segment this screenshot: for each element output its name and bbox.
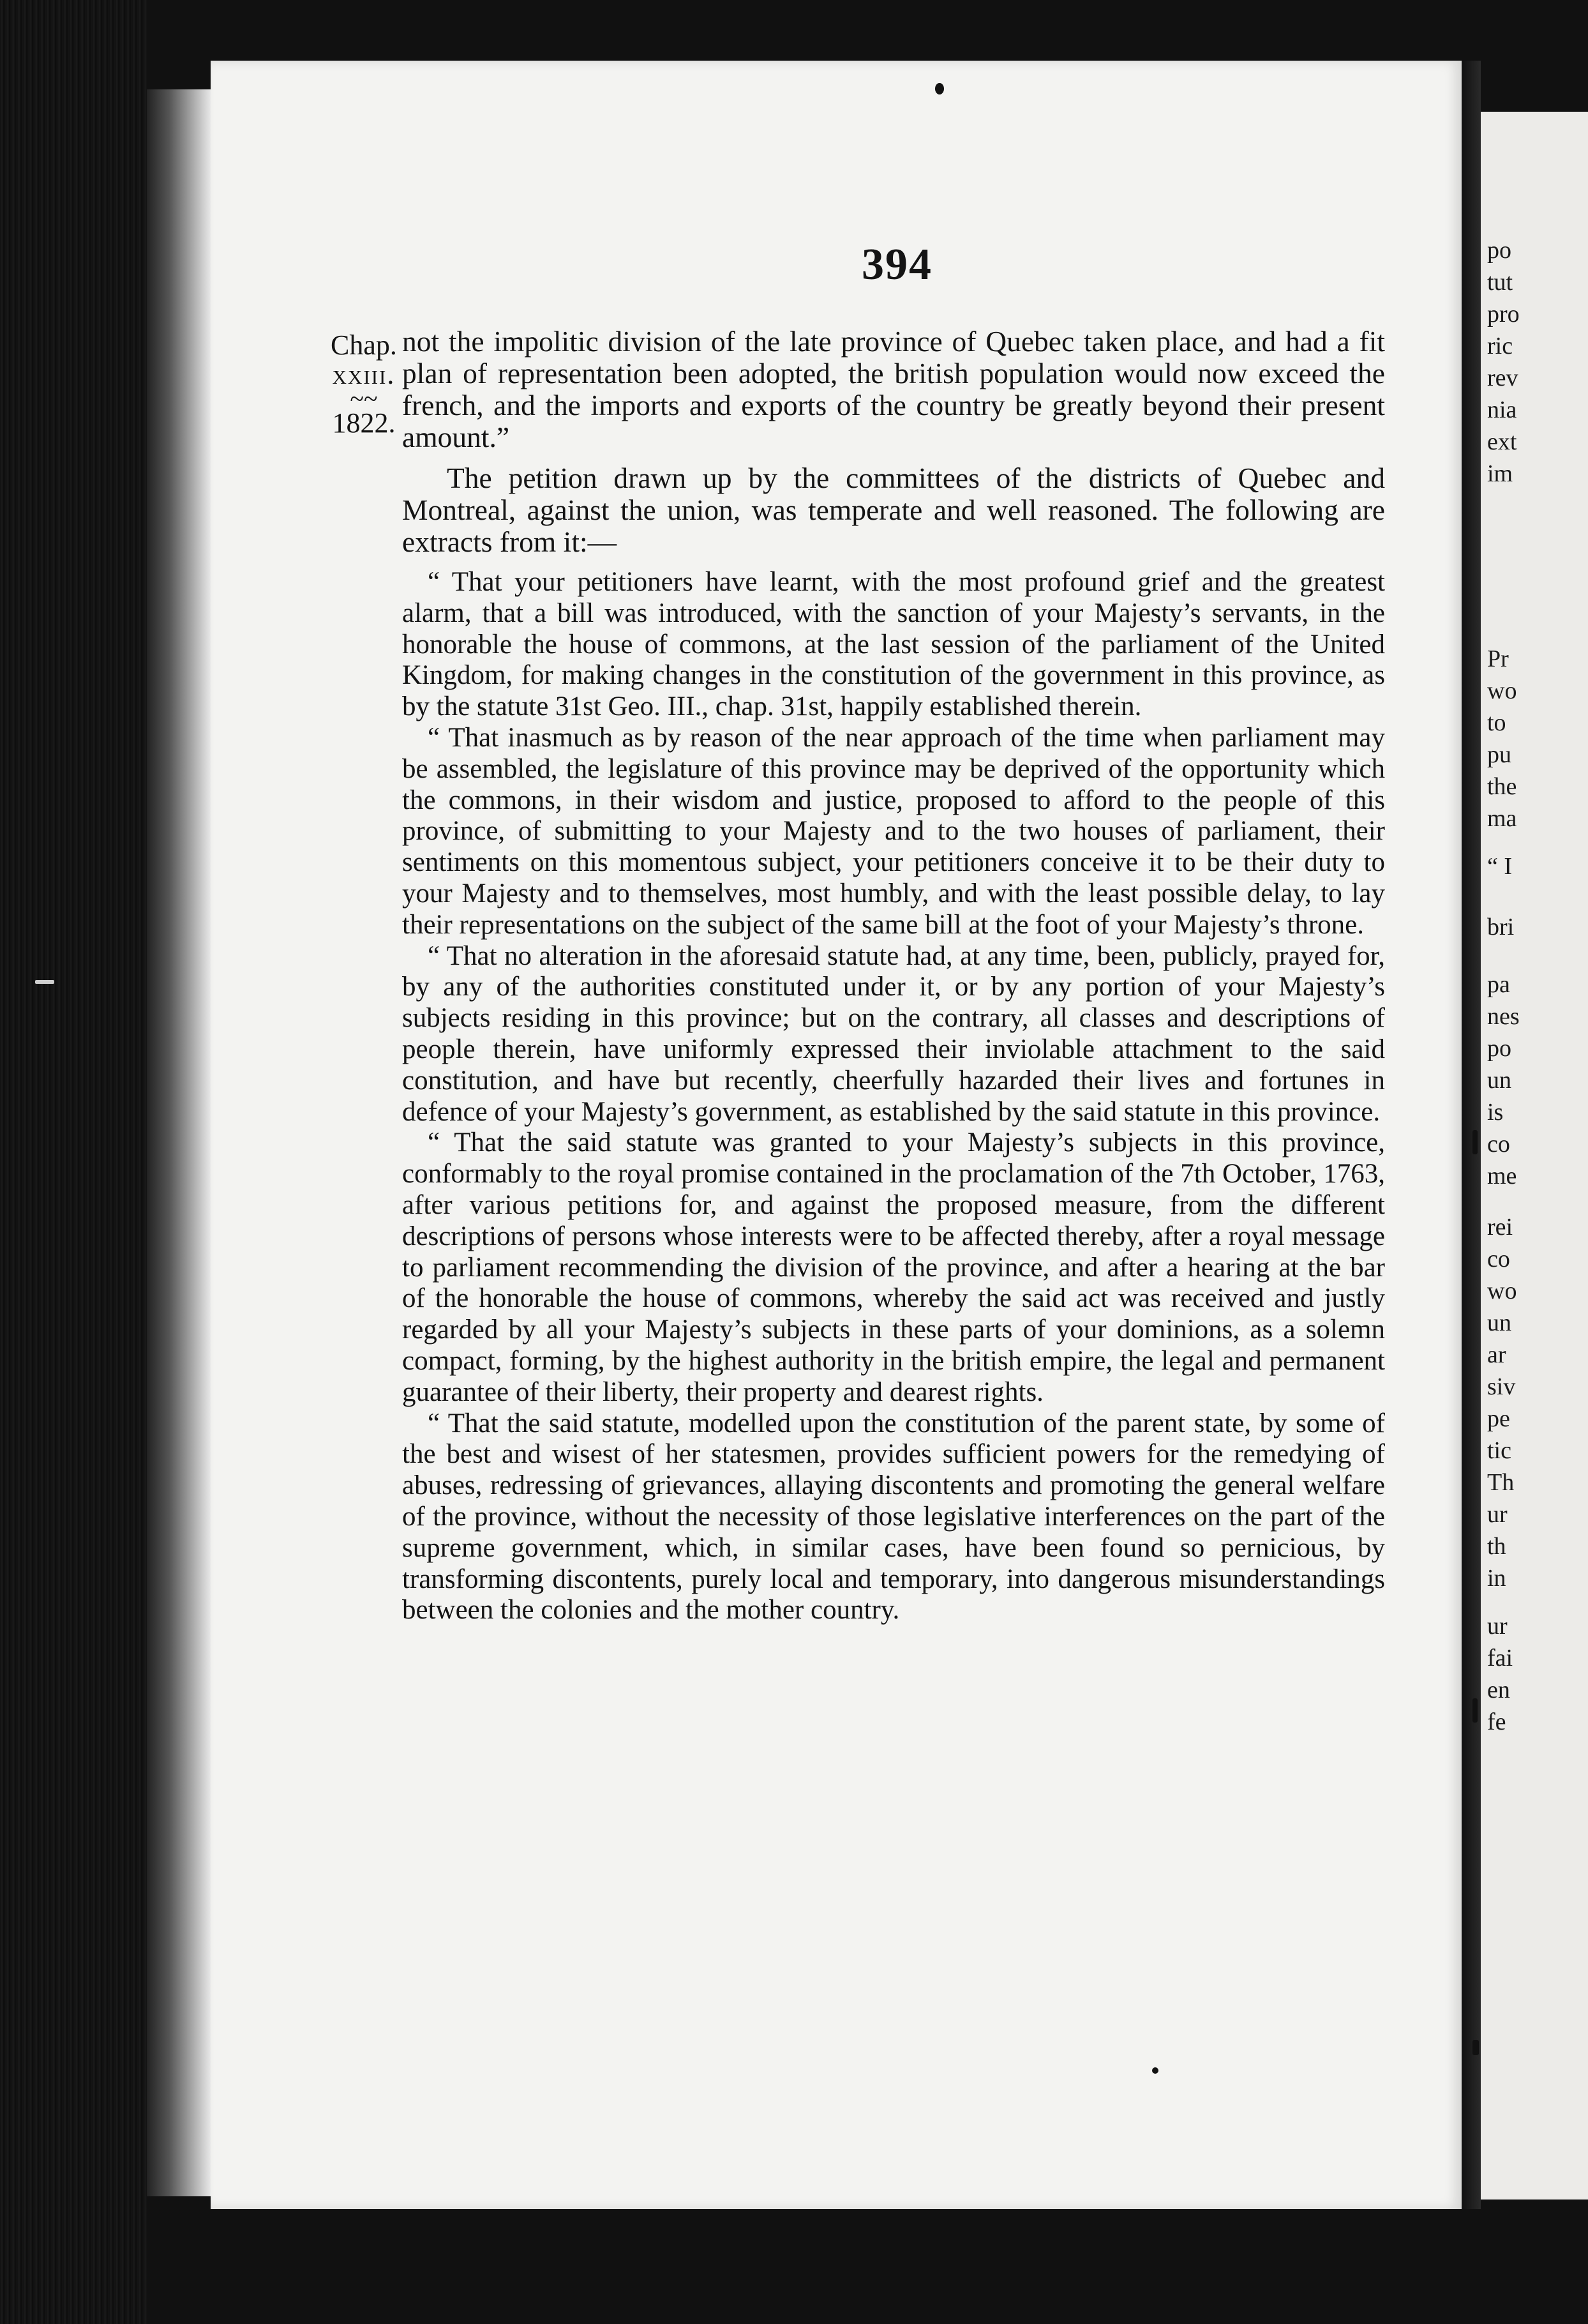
page-gutter [147, 89, 211, 2196]
adjacent-page-fragment: fe [1487, 1709, 1506, 1735]
adjacent-page-fragment: is [1487, 1099, 1504, 1126]
adjacent-page-fragment: nia [1487, 396, 1517, 423]
margin-note [316, 331, 412, 438]
margin-ornament: ~~ [350, 384, 378, 413]
adjacent-page-fragment: fai [1487, 1645, 1513, 1671]
adjacent-page-fragment: rei [1487, 1214, 1513, 1241]
adjacent-page-fragment: pu [1487, 741, 1511, 768]
adjacent-page-fragment: me [1487, 1163, 1517, 1189]
adjacent-page-fragment: ma [1487, 805, 1517, 832]
adjacent-page-fragment: “ I [1487, 853, 1513, 880]
margin-chapter: Chap. [331, 329, 397, 361]
adjacent-page-fragment: wo [1487, 1278, 1517, 1304]
continuation-paragraph: not the impolitic division of the late province of Quebec taken place, and had a fit plan of representation been adopted, the british population would now exceed the french, and the imports and exports of the country be greatly beyond their present amount.” [402, 325, 1385, 453]
adjacent-page-fragment: in [1487, 1565, 1506, 1592]
adjacent-page-fragment: rev [1487, 365, 1518, 391]
adjacent-page-fragment: ur [1487, 1501, 1508, 1528]
adjacent-page-fragment: im [1487, 460, 1513, 487]
book-binding [0, 0, 147, 2324]
ink-speck [1472, 2040, 1479, 2055]
petition-extract: “ That the said statute was granted to your Majesty’s subjects in this province, conformably to the royal promise contained in the proclamation of the 7th October, 1763, after various petitions for, and against the proposed measure, from the different descriptions of persons whose interests were to be affected thereby, after a royal message to parliament recommending the division of the province, and after a hearing at the bar of the honorable the house of commons, whereby the said act was received and justly regarded by all your Majesty’s subjects in these parts of your dominions, as a solemn compact, forming, by the highest authority in the british empire, the legal and permanent guarantee of their liberty, their property and dearest rights. [402, 1128, 1385, 1407]
adjacent-page-fragment: Pr [1487, 645, 1509, 672]
ink-speck [1472, 1698, 1478, 1723]
ink-speck [1472, 1130, 1478, 1154]
petition-extract: “ That your petitioners have learnt, with the most profound grief and the greatest alarm, that a bill was introduced, with the sanction of your Majesty’s servants, in the honorable the house of commons, at the last session of the parliament of the United Kingdom, for making changes in the constitution of the government in this province, as by the statute 31st Geo. III., chap. 31st, happily established therein. [402, 567, 1385, 722]
petition-extracts [402, 567, 1385, 1626]
adjacent-page-fragment: ext [1487, 428, 1517, 455]
adjacent-page-fragment: un [1487, 1309, 1511, 1336]
petition-extract: “ That the said statute, modelled upon the constitution of the parent state, by some of the best and wisest of her statesmen, provides sufficient powers for the remedying of abuses, redressing of grievances, allaying discontents and promoting the general welfare of the province, without the necessity of those legislative interferences on the part of the supreme government, which, in similar cases, have been found so pernicious, by transforming discontents, purely local and temporary, into dangerous misunderstandings between the colonies and the mother country. [402, 1408, 1385, 1626]
intro-paragraph: The petition drawn up by the committees of the districts of Quebec and Montreal, against the union, was temperate and well reasoned. The following are extracts from it:— [402, 462, 1385, 558]
adjacent-page-fragment: ur [1487, 1613, 1508, 1640]
adjacent-page-fragment: bri [1487, 914, 1515, 940]
page-number: 394 [862, 240, 933, 289]
adjacent-page-fragment: ar [1487, 1341, 1506, 1368]
adjacent-page-fragment: nes [1487, 1003, 1520, 1030]
adjacent-page-fragment: co [1487, 1246, 1510, 1272]
adjacent-page-fragment: pa [1487, 971, 1510, 998]
adjacent-page-fragment: un [1487, 1067, 1511, 1094]
page-body [402, 326, 1385, 1626]
adjacent-page-fragment: co [1487, 1131, 1510, 1158]
adjacent-page-fragment: to [1487, 709, 1506, 736]
adjacent-page-fragment: th [1487, 1533, 1506, 1560]
adjacent-page-fragment: en [1487, 1677, 1510, 1703]
ink-speck [1152, 2067, 1158, 2074]
adjacent-page-edge [1481, 112, 1588, 2200]
margin-chapter-number: xxiii. [332, 359, 396, 390]
adjacent-page-fragment: po [1487, 1035, 1511, 1062]
margin-year: 1822. [332, 407, 396, 439]
page-edge-shadow [1462, 61, 1481, 2209]
adjacent-page-fragment: pe [1487, 1405, 1510, 1432]
adjacent-page-fragment: siv [1487, 1373, 1516, 1400]
adjacent-page-fragment: tut [1487, 269, 1513, 296]
ink-speck [935, 83, 944, 94]
adjacent-page-fragment: Th [1487, 1469, 1515, 1496]
petition-extract: “ That no alteration in the aforesaid statute had, at any time, been, publicly, prayed for, by any of the authorities constituted under it, or by any portion of your Majesty’s subjects residing in this province; but on the contrary, all classes and descriptions of people therein, have uniformly expressed their inviolable attachment to the said constitution, and have but recently, cheerfully hazarded their lives and fortunes in defence of your Majesty’s government, as established by the said statute in this province. [402, 940, 1385, 1127]
adjacent-page-fragment: the [1487, 773, 1517, 800]
adjacent-page-fragment: pro [1487, 301, 1520, 328]
adjacent-page-fragment: po [1487, 237, 1511, 264]
ink-speck [35, 980, 54, 984]
petition-extract: “ That inasmuch as by reason of the near approach of the time when parliament may be assembled, the legislature of this province may be deprived of the opportunity which the commons, in their wisdom and justice, proposed to afford to the people of this province, of submitting to your Majesty and to the two houses of parliament, their sentiments on this momentous subject, your petitioners conceive it to be their duty to your Majesty and to themselves, most humbly, and with the least possible delay, to lay their representations on the subject of the same bill at the foot of your Majesty’s throne. [402, 722, 1385, 940]
adjacent-page-fragment: wo [1487, 677, 1517, 704]
adjacent-page-fragment: ric [1487, 333, 1513, 359]
adjacent-page-fragment: tic [1487, 1437, 1511, 1464]
